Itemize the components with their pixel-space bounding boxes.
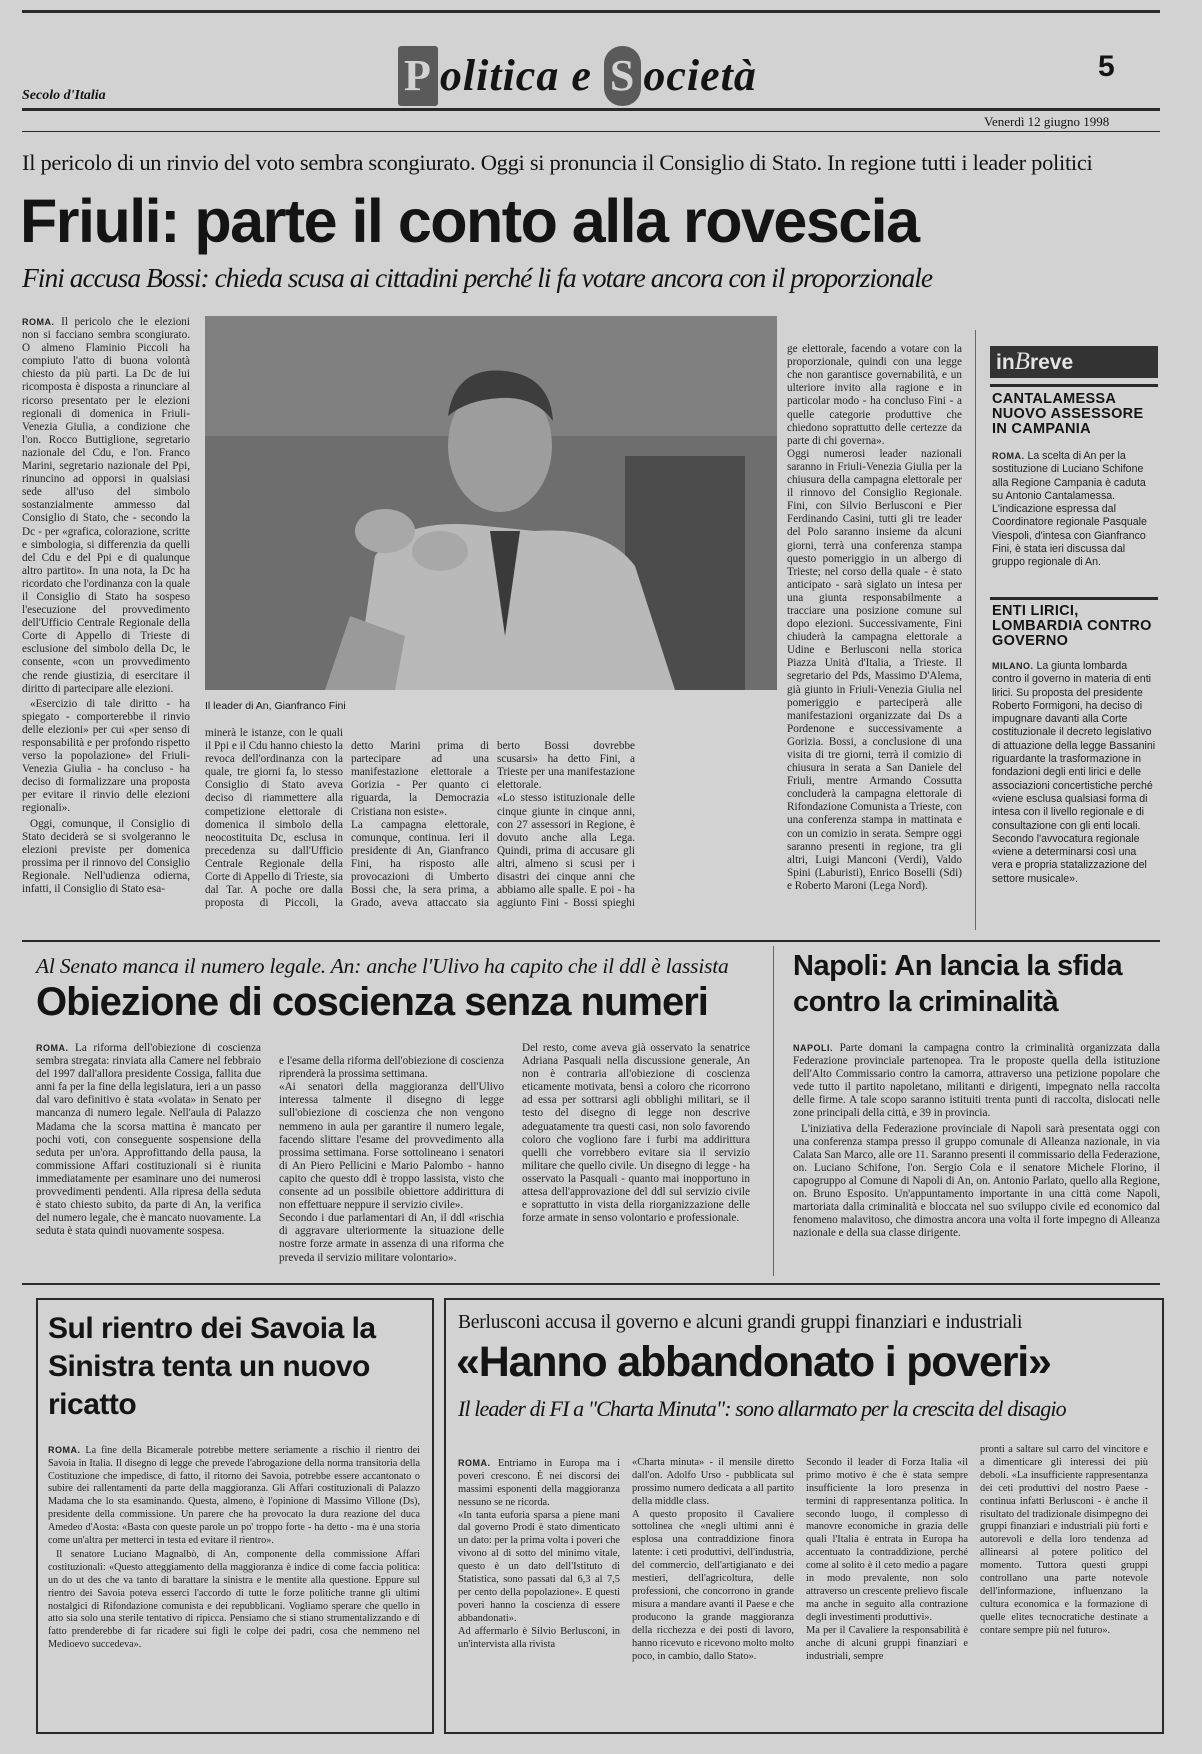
date-rule [22,131,1160,132]
berlusconi-kicker: Berlusconi accusa il governo e alcuni grandi gruppi finanziari e industriali [458,1312,1023,1333]
portrait-illustration [205,316,777,690]
section-rule-2 [22,1283,1160,1285]
senato-col2-text: e l'esame della riforma dell'obiezione di coscienza riprenderà la prossima settimana. «Ai senatori della maggioranza dell'Ulivo interessa talmente il disegno di legge sull'obiezione di coscienza che non vengono nemmeno in aula per garantire il numero legale, facendo slittare l'esame del provvedimento alla prossima settimana. Forse sottolineano i senatori di An Piero Pellicini e Mario Palombo - hanno capito che questo ddl è troppo lassista, visto che consente ad un possibile obiettore addirittura di non effettuare neppure il servizio civile». Secondo i due parlamentari di An, il ddl «rischia di aggravare ulteriormente la situazione delle nostre forze armate in assenza di una riforma che preveda il servizio militare volontario». [279,1055,504,1264]
brief-rule-2 [990,597,1158,600]
lead-col1-text: Il pericolo che le elezioni non si facciano sembra scongiurato. O almeno Flaminio Piccoli ha compiuto l'atto di buona volontà chiesto da più parti. La Dc de lui ricomposta è disposta a rinunciare al ricorso presentato per le elezioni regionali di domenica in Friuli-Venezia Giulia, a condizione che l'on. Rocco Buttiglione, segretario nazionale del Cdu, e l'on. Franco Marini, segretario nazionale del Ppi, rinuncino ad opporsi in qualsiasi sede all'uso del simbolo sostanzialmente ammesso dal Consiglio di Stato, che - secondo la Dc - per «grafica, colorazione, scritte e simbologia, si differenzia da quelli del Cdu e del Ppi e di qualunque altro partito». In una nota, la Dc ha ricordato che l'ordinanza con la quale il Consiglio di Stato ha sospeso l'esecuzione del provvedimento dell'Ufficio Centrale Regionale della Corte di Appello di Trieste di esclusione del simbolo della Dc, le consente, «con un provvedimento che rende giustizia, di esercitare il diritto di partecipare alle elezioni. [22,316,190,695]
napoli-text-2: L'iniziativa della Federazione provinciale di Napoli sarà presentata oggi con una conferenza stampa presso il gruppo comunale di Alleanza nazionale, in via Calata San Marco, alle ore 11. Saranno presenti il commissario della Federazione, on. Luciano Schifone, l'on. Sergio Cola e il senatore Michele Florino, il capogruppo al Comune di Napoli di An, on. Antonio Parlato, quello alla Regione, on. Bruno Esposito. Un'appuntamento importante in una città come Napoli, martoriata dalla criminalità e bloccata nel suo sviluppo civile ed economico dal fenomeno malavitoso, che dimostra ancora una volta il forte impegno di Alleanza nazionale e della sua classe dirigente. [793,1122,1160,1240]
napoli-divider [773,946,774,1276]
senato-dateline: ROMA. [36,1043,69,1053]
masthead-rule [22,108,1160,111]
lead-col2-text: minerà le istanze, con le quali il Ppi e il Cdu hanno chiesto la revoca dell'ordinanza con la quale, tre giorni fa, lo stesso Consiglio di Stato aveva deciso di riammettere alla competizione elettorale di domenica il simbolo della neocostituita Dc, esclusa in precedenza su dall'Ufficio Centrale Regionale della Corte di Appello di Trieste, sia dal Tar. A poche ore dalla proposta di Piccoli, la [205,727,343,910]
berlusconi-col1-text: Entriamo in Europa ma i poveri crescono. È nei discorsi dei massimi esponenti della maggioranza nessuno se ne ricorda. «In tanta euforia sparsa a piene mani dal governo Prodi è stato dimenticato un dato: per la prima volta i poveri che vivono al di sotto del minimo vitale, questo è un dato dell'Istituto di Statistica, sono passati dal 6,3 al 7,5 per cento della popolazione». E questi poveri hanno la coscienza di essere abbandonati». Ad affermarlo è Silvio Berlusconi, in un'intervista alla rivista [458,1457,620,1650]
brief-1-dateline: ROMA. [992,451,1025,461]
berlusconi-column-1 [458,1444,620,1726]
section-title-part2: ocietà [643,51,757,100]
berlusconi-subhead: Il leader di FI a "Charta Minuta": sono allarmato per la crescita del disagio [458,1396,1066,1421]
senato-column-2 [279,1042,504,1272]
issue-date: Venerdì 12 giugno 1998 [984,114,1110,129]
lead-column-5 [787,330,962,910]
lead-headline: Friuli: parte il conto alla rovescia [20,187,919,255]
brief-1-title: CANTALAMESSA NUOVO ASSESSORE IN CAMPANIA [992,391,1144,437]
page-number: 5 [1098,50,1115,83]
napoli-dateline: NAPOLI. [793,1043,834,1053]
senato-column-1 [36,1042,261,1272]
savoia-dateline: ROMA. [48,1445,81,1455]
lead-photo [205,316,777,690]
lead-column-4 [497,727,635,911]
savoia-column [48,1444,420,1726]
berlusconi-col3-text: Secondo il leader di Forza Italia «il primo motivo è che è stata sempre insufficiente la loro presenza in termini di rappresentanza politica. In secondo luogo, il complesso di manovre economiche in grazia delle quali l'Italia è entrata in Europa ha accentuato la contraddizione, perché come al solito è il ceto medio a pagare in modo prevalente, non solo attraverso un crescente prelievo fiscale ma anche in seguito alla contrazione degli investimenti produttivi». Ma per il Cavaliere la responsabilità è anche di alcuni gruppi finanziari e industriali, sempre [806,1456,968,1662]
section-title [398,46,757,106]
lead-col1-para3: Oggi, comunque, il Consiglio di Stato deciderà se si svolgeranno le elezioni previste per domenica prossima per il rinnovo del Consiglio Regionale. Nell'udienza odierna, infatti, il Consiglio di Stato esa- [22,817,190,896]
lead-col1-para2: «Esercizio di tale diritto - ha spiegato - comporterebbe il rinvio delle elezioni» per cui «per senso di responsabilità e per profondo rispetto verso la popolazione» del Friuli-Venezia Giulia - ha concluso - ha deciso di formalizzare una proposta per evitare il rinvio delle elezioni regionali». [22,697,190,815]
lead-col4-text: berto Bossi dovrebbe scusarsi» ha detto Fini, a Trieste per una manifestazione elettorale. «Lo stesso istituzionale delle cinque giunte in cinque anni, con 27 assessori in Regione, è dovuto anche alla Lega. Quindi, prima di accusare gli altri, almeno si scusi per i disastri dei cinque anni che abbiamo alle spalle. E poi - ha aggiunto Fini - Bossi spieghi [497,740,635,910]
section-initial-p: P [398,46,438,106]
lead-kicker: Il pericolo di un rinvio del voto sembra scongiurato. Oggi si pronuncia il Consiglio di Stato. In regione tutti i leader politici [22,150,1093,175]
in-breve-logo-in: in [996,351,1015,374]
berlusconi-headline: «Hanno abbandonato i poveri» [456,1338,1051,1386]
lead-column-2 [205,727,343,911]
in-breve-logo-b: B [1014,348,1030,375]
lead-dateline: ROMA. [22,317,55,327]
lead-column-1 [22,316,190,911]
sidebar-divider [975,330,976,930]
berlusconi-col4-text: pronti a saltare sul carro del vincitore e a dimenticare gli interessi dei più deboli. «La insufficiente rappresentanza dei ceti produttivi del nostro Paese - continua infatti Berlusconi - è anche il risultato del tradizionale disimpegno dei gruppi finanziari e industriali più forti e autorevoli e della loro tendenza ad allinearsi al potere politico del momento. Tuttora questi gruppi controllano una parte notevole dell'informazione, influenzano la cultura economica e la formazione di quelle elites tecnocratiche destinate a contare sempre più nel futuro». [980,1444,1148,1636]
brief-2-body [992,660,1158,940]
paper-name: Secolo d'Italia [22,88,106,103]
berlusconi-column-4 [980,1444,1148,1726]
in-breve-logo [990,346,1158,378]
top-rule [22,10,1160,13]
lead-col5-text: ge elettorale, facendo a votare con la proporzionale, quindi con una legge che non garantisce governabilità, e un ulteriore invito alla ragione e in particolar modo - ha concluso Fini - a quelle categorie produttive che chiedono soprattutto delle certezze da parte di chi governa». Oggi numerosi leader nazionali saranno in Friuli-Venezia Giulia per la chiusura della campagna elettorale per il rinnovo del Consiglio Regionale. Fini, con Silvio Berlusconi e Pier Ferdinando Casini, tutti gli tre leader del Polo saranno insieme da alcuni giorni, terrà una conferenza stampa questo pomeriggio in un albergo di Trieste; nel corso della quale - è stato anticipato - sarà siglato un intesa per una giunta responsabilmente a tracciare una posizione comune sul dopo elezioni. Successivamente, Fini chiuderà la campagna elettorale a Udine e Berlusconi nella storica Piazza Unità d'Italia, a Trieste. Il segretario del Pds, Massimo D'Alema, già giunto in Friuli-Venezia Giulia nel pomeriggio e parteciperà alle manifestazioni organizzate dai Ds a Pordenone e successivamente a Gorizia. Bossi, a conclusione di una visita di tre giorni, terrà il comizio di chiusura in serata a San Daniele del Friuli, mentre Armando Cossutta concluderà la campagna elettorale di Rifondazione Comunista a Trieste, con una conferenza stampa in mattinata e con un comizio in serata. Sempre oggi saranno presenti in regione, tra gli altri, Luigi Manconi (Verdi), Valdo Spini (Laburisti), Enrico Boselli (Sdi) e Roberto Maroni (Lega Nord). [787,343,962,892]
napoli-headline: Napoli: An lancia la sfida contro la criminalità [793,950,1123,1018]
napoli-text-1: Parte domani la campagna contro la criminalità organizzata dalla Federazione provinciale partenopea. Tra le proposte quella della istituzione dell'Alto Commissario contro la camorra, attraverso una petizione popolare che vede tutto il partito napoletano, militanti e dirigenti, impegnato nella raccolta delle firme. A tale scopo saranno istituiti trenta punti di raccolta, dislocati nelle zone principali della città, e 39 in provincia. [793,1042,1160,1120]
brief-2-text: La giunta lombarda contro il governo in materia di enti lirici. Su proposta del presidente Roberto Formigoni, ha deciso di impugnare davanti alla Corte costituzionale il decreto legislativo di attuazione della legge Bassanini riguardante la trasformazione in fondazioni degli enti lirici e delle associazioni concertistiche perché «viene esclusa qualsiasi forma di intesa con il livello regionale e di consultazione con gli enti locali. Secondo l'avvocatura regionale «viene a determinarsi così una vera e propria statalizzazione del settore musicale». [992,660,1156,885]
savoia-headline: Sul rientro dei Savoia la Sinistra tenta un nuovo ricatto [48,1312,376,1421]
berlusconi-dateline: ROMA. [458,1457,491,1468]
brief-2-dateline: MILANO. [992,661,1034,671]
senato-headline: Obiezione di coscienza senza numeri [36,980,708,1024]
berlusconi-column-2 [632,1444,794,1726]
napoli-column [793,1042,1160,1277]
brief-2-title: ENTI LIRICI, LOMBARDIA CONTRO GOVERNO [992,603,1152,649]
savoia-text-1: La fine della Bicamerale potrebbe mettere seriamente a rischio il rientro dei Savoia in Italia. Il disegno di legge che prevede l'abrogazione della norma transitoria della Costituzione che impedisce, di fatto, il ritorno dei Savoia, potrebbe essere accantonato o subire dei rallentamenti da parte della maggioranza. Gli Affari costituzionali di Palazzo Madama che lo sta esaminando. Questa, almeno, è l'opinione di Massimo Villone (Ds), presidente della commissione. Un parere che ha provocato la dura reazione del duca Amedeo d'Aosta: «Basta con queste parole un po' troppo forte - ha detto - ma è una storia come un'altra per metterci in testa ed evitare il rientro». [48,1445,420,1546]
section-title-part1: olitica e [439,51,604,100]
senato-col3-text: Del resto, come aveva già osservato la senatrice Adriana Pasquali nella discussione generale, An non è contraria all'obiezione di coscienza eticamente motivata, bensì a coloro che ricorrono ad essa per sottrarsi agli obblighi militari, se il testo del disegno di legge non descrive adeguatamente tra questi casi, non solo favorendo coloro che vogliono fare i furbi ma addirittura quelli che vorrebbero evitare sia il servizio militare che quello civile. Un disegno di legge - ha osservato la Pasquali - quanto mai inopportuno in attesa dell'approvazione del ddl sul servizio civile e soprattutto in vista della riorganizzazione delle forze armate in senso volontario e professionale. [522,1042,750,1225]
lead-col3-text: detto Marini prima di partecipare ad una manifestazione elettorale a Gorizia - Per quanto ci riguarda, la Democrazia Cristiana non esiste». La campagna elettorale, comunque, continua. Ieri il presidente di An, Gianfranco Fini, ha risposto alle provocazioni di Umberto Bossi che, la sera prima, a Grado, aveva attaccato sia [351,740,489,910]
senato-kicker: Al Senato manca il numero legale. An: anche l'Ulivo ha capito che il ddl è lassista [36,954,729,978]
berlusconi-column-3 [806,1444,968,1726]
lead-subhead: Fini accusa Bossi: chieda scusa ai cittadini perché li fa votare ancora con il proporzionale [22,262,933,293]
brief-1-body [992,450,1158,570]
berlusconi-col2-text: «Charta minuta» - il mensile diretto dall'on. Adolfo Urso - pubblicata sul prossimo numero dedicata a all partito della middle class. A questo proposito il Cavaliere sottolinea che «negli ultimi anni è esplosa una contraddizione finora latente: i ceti produttivi, dell'industria, del commercio, dell'artigianato e dei mestieri, dell'agricoltura, delle professioni, che concorrono in grande misura a mandare avanti il Paese e che producono la grande maggioranza della ricchezza e dei posti di lavoro, hanno ricevuto e ricevono molto molto poco, in cambio, dallo Stato». [632,1456,794,1662]
senato-column-3 [522,1042,750,1272]
photo-caption: Il leader di An, Gianfranco Fini [205,700,346,712]
section-rule-1 [22,940,1160,942]
lead-column-3 [351,727,489,911]
brief-rule-1 [990,384,1158,387]
brief-1-text: La scelta di An per la sostituzione di Luciano Schifone alla Regione Campania è caduta su Antonio Cantalamessa. L'indicazione espressa dal Coordinatore regionale Pasquale Viespoli, d'intesa con Gianfranco Fini, è stata ieri discussa dal gruppo regionale di An. [992,450,1147,569]
savoia-text-2: Il senatore Luciano Magnalbò, di An, componente della commissione Affari costituzionali: «Questo atteggiamento della maggioranza è indice di come faccia politica: un do ut des che va tanto di barattare la sinistra e le mentite alla questione. Eppure sul rientro dei Savoia poteva esserci l'accordo di tutte le forze politiche tranne gli ultimi nostalgici di Rifondazione comunista e dei repubblicani. Vogliamo sperare che quello in atto sia solo una sterile tentativo di ripicca. Pensiamo che si stiano strumentalizzando e di fatto prenderebbe di far ricadere sui figli le colpe dei padri, cosa che nemmeno nel Medioevo succedeva». [48,1549,420,1650]
in-breve-logo-rest: reve [1029,351,1074,374]
senato-col1-text: La riforma dell'obiezione di coscienza sembra stregata: rinviata alla Camere nel febbraio del 1997 dall'allora presidente Cossiga, fallita due anni fa per la fine della legislatura, ieri a un passo dal varo definitivo è stata «volata» in Senato per mancanza di numero legale. Nell'aula di Palazzo Madama che la scorsa mattina è mancato per pochi voti, con conseguente sospensione della seduta per un'ora. Approfittando della pausa, la commissione Affari costituzionali si è riunita immediatamente per esaminare uno dei numerosi provvedimenti pendenti. Alla ripresa della seduta è stato chiesto subito, da parte di An, la verifica del numero legale, che è mancato nuovamente. La seduta è stata quindi nuovamente sospesa. [36,1042,261,1238]
section-initial-s: S [604,46,641,106]
